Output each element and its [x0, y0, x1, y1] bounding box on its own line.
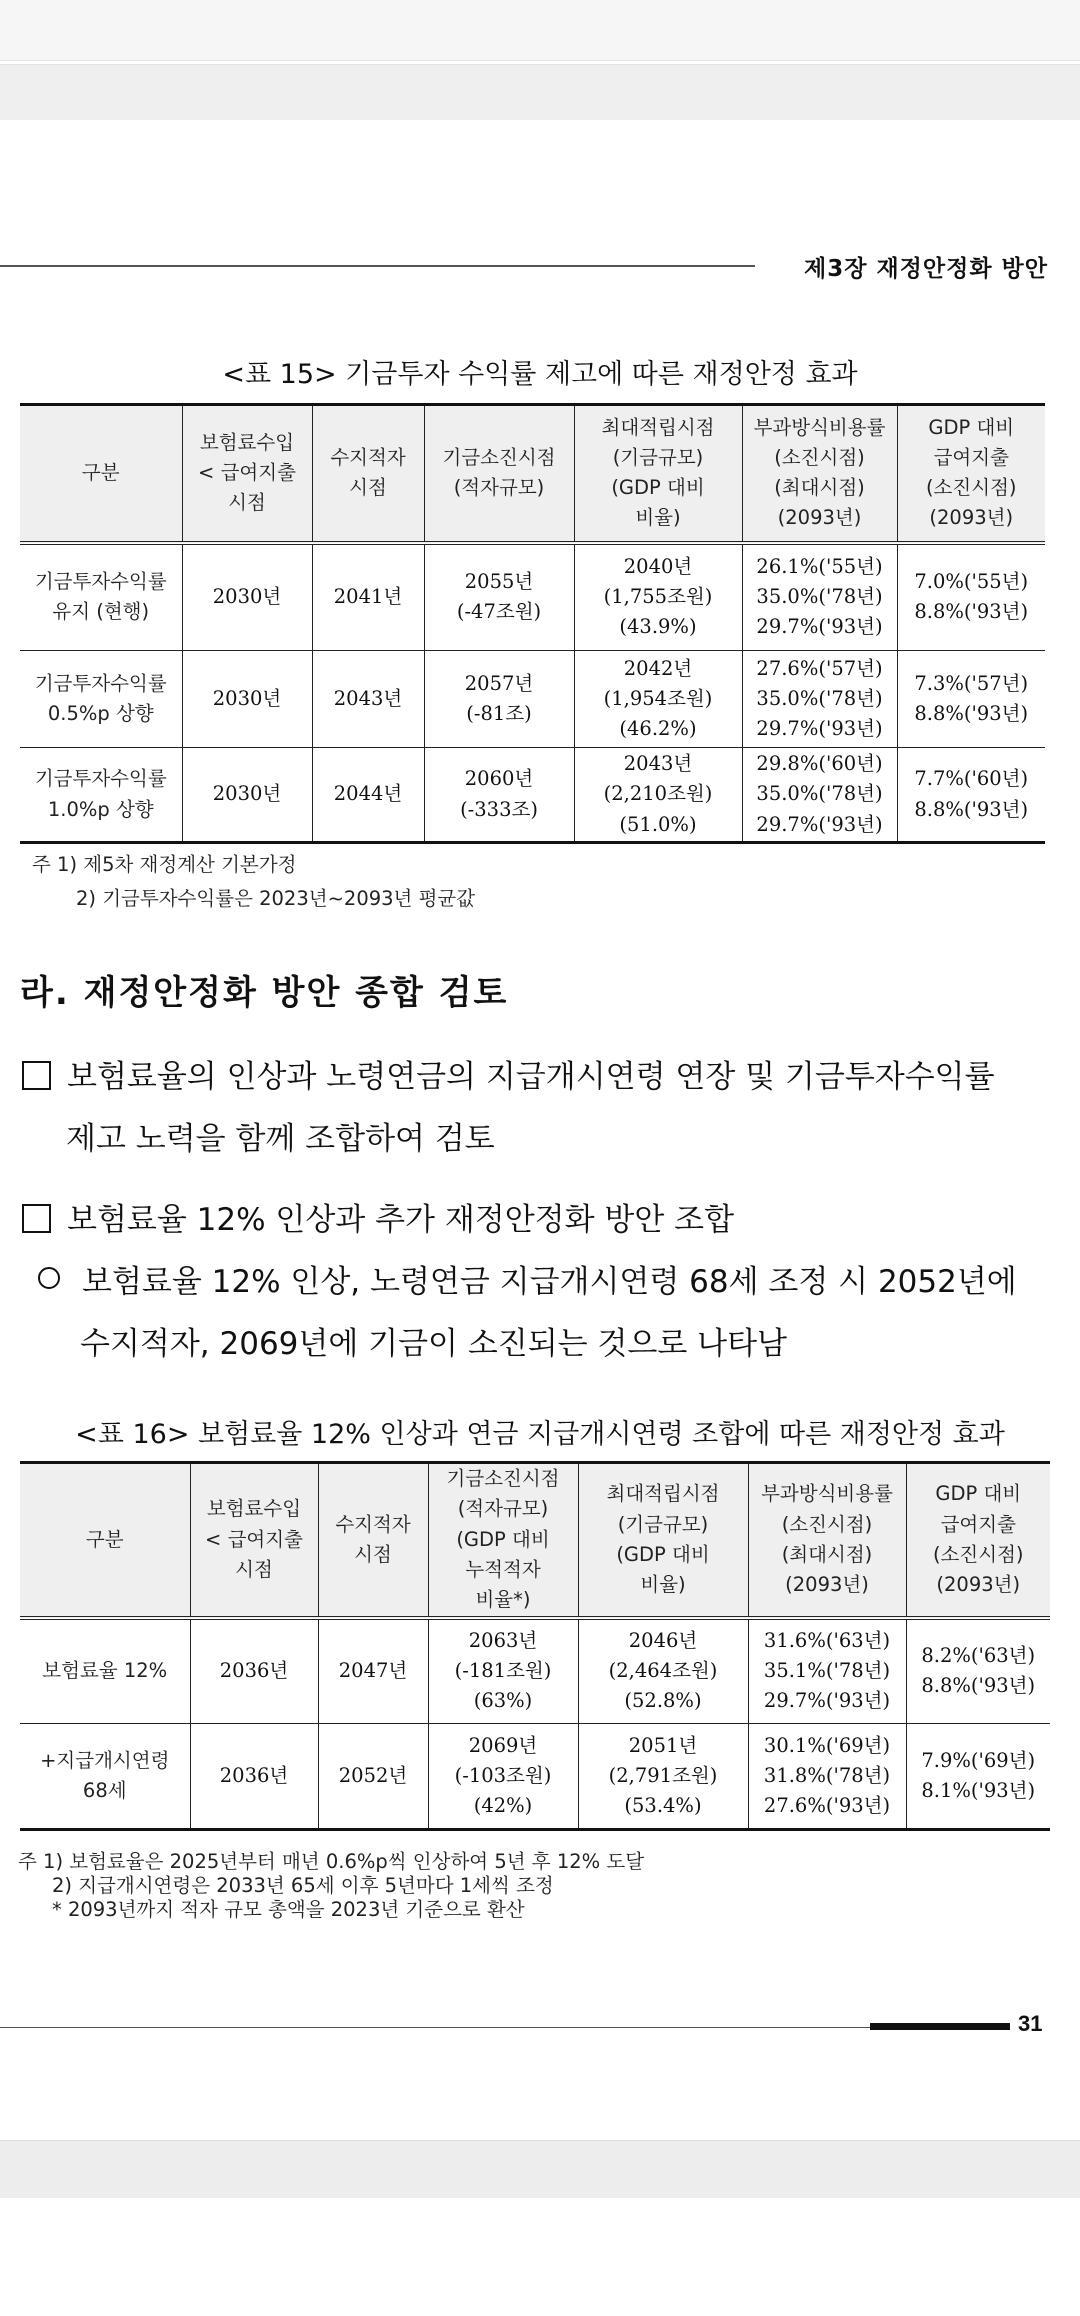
cell-line: 7.3%('57년): [914, 671, 1029, 695]
bullet-2-text: 보험료율 12% 인상과 추가 재정안정화 방안 조합: [67, 1202, 735, 1238]
cell-line: (42%): [473, 1794, 533, 1818]
row-label: [20, 1724, 190, 1830]
cell-line: (최대시점): [774, 476, 865, 500]
chapter-title: 제3장 재정안정화 방안: [804, 256, 1048, 282]
cell-line: 2042년: [623, 656, 693, 680]
table-cell: 2036년: [190, 1724, 318, 1830]
table-cell: [742, 543, 897, 651]
table16-note-1: 주 1) 보험료율은 2025년부터 매년 0.6%p씩 인상하여 5년 후 12% 도달: [18, 1850, 645, 1873]
viewer-page-gap-top: [0, 64, 1080, 122]
cell-line: (소진시점): [925, 476, 1017, 500]
table-cell: 2036년: [190, 1618, 318, 1724]
cell-line: 비율*): [475, 1588, 531, 1612]
cell-line: (최대시점): [781, 1542, 873, 1566]
table15-header-cell: [182, 405, 312, 543]
cell-line: (기금규모): [612, 446, 704, 470]
checkbox-square-icon: [22, 1204, 51, 1233]
bullet-1-line-1: 보험료율의 인상과 노령연금의 지급개시연령 연장 및 기금투자수익률: [67, 1059, 995, 1095]
cell-line: (소진시점): [774, 446, 865, 470]
cell-line: (46.2%): [619, 717, 697, 741]
cell-line: 35.0%('78년): [756, 686, 883, 710]
cell-line: (2093년): [929, 506, 1014, 530]
viewer-page-gap-bottom: [0, 2140, 1080, 2199]
bullet-paragraph-2: [22, 1189, 734, 1251]
cell-line: 구분: [85, 1527, 124, 1551]
cell-line: 보험료율 12%: [42, 1659, 168, 1683]
cell-line: (적자규모): [453, 476, 545, 500]
cell-line: (53.4%): [624, 1794, 702, 1818]
table16-header-cell: [578, 1463, 748, 1618]
table15-header-cell: [897, 405, 1045, 543]
cell-line: (-181조원): [454, 1659, 552, 1683]
table-cell: [574, 748, 742, 843]
cell-line: 27.6%('57년): [756, 656, 883, 680]
sub-bullet-paragraph: [38, 1251, 1017, 1375]
cell-line: (52.8%): [624, 1689, 702, 1713]
cell-line: 최대적립시점: [601, 415, 715, 439]
table-cell: 2030년: [182, 651, 312, 748]
cell-line: 2060년: [464, 767, 534, 791]
table-row: [20, 651, 1045, 748]
cell-line: 31.8%('78년): [763, 1763, 891, 1787]
cell-line: 2051년: [628, 1733, 698, 1757]
cell-line: 보험료수입: [206, 1497, 302, 1521]
cell-line: 29.7%('93년): [763, 1689, 891, 1713]
table-row: [20, 543, 1045, 651]
table16-header-cell: [20, 1463, 190, 1618]
cell-line: 시점: [235, 1557, 273, 1581]
cell-line: 급여지출: [933, 446, 1009, 470]
cell-line: (GDP 대비: [611, 476, 705, 500]
row-label: [20, 1618, 190, 1724]
cell-line: 8.8%('93년): [914, 702, 1029, 725]
cell-line: (-47조원): [456, 600, 542, 624]
table15-header-cell: [312, 405, 424, 543]
table16-header-cell: [318, 1463, 428, 1618]
table-cell: [742, 651, 897, 748]
cell-line: 2043년: [623, 752, 693, 776]
table16-header-cell: [748, 1463, 906, 1618]
footer-rule: [0, 2027, 1010, 2028]
cell-line: 시점: [349, 476, 387, 500]
cell-line: 31.6%('63년): [763, 1628, 891, 1652]
checkbox-square-icon: [22, 1061, 51, 1090]
section-title: 라. 재정안정화 방안 종합 검토: [20, 973, 509, 1013]
cell-line: 30.1%('69년): [763, 1733, 891, 1757]
row-label: [20, 543, 182, 651]
table15: [20, 403, 1045, 844]
cell-line: 1.0%p 상향: [47, 797, 154, 821]
table-cell: [428, 1724, 578, 1830]
cell-line: < 급여지출: [205, 1527, 303, 1551]
table16-caption: <표 16> 보험료율 12% 인상과 연금 지급개시연령 조합에 따른 재정안정 효과: [75, 1419, 1005, 1450]
cell-line: 0.5%p 상향: [47, 702, 154, 725]
cell-line: 29.8%('60년): [756, 752, 883, 776]
cell-line: (-81조): [466, 702, 532, 725]
table15-caption: <표 15> 기금투자 수익률 제고에 따른 재정안정 효과: [222, 359, 858, 390]
cell-line: (2093년): [777, 506, 862, 530]
cell-line: 7.0%('55년): [914, 570, 1029, 594]
cell-line: (기금규모): [617, 1512, 709, 1536]
table-cell: [897, 748, 1045, 843]
table-cell: [574, 651, 742, 748]
cell-line: 기금투자수익률: [34, 570, 167, 594]
cell-line: (GDP 대비: [456, 1527, 550, 1551]
cell-line: 68세: [82, 1779, 127, 1802]
table15-note-2: 2) 기금투자수익률은 2023년~2093년 평균값: [76, 887, 476, 910]
cell-line: 구분: [81, 461, 120, 485]
cell-line: 35.0%('78년): [756, 782, 883, 806]
cell-line: (2,210조원): [603, 782, 713, 806]
table-cell: [424, 748, 574, 843]
table-cell: [748, 1724, 906, 1830]
table-row: [20, 1618, 1050, 1724]
cell-line: (43.9%): [619, 615, 697, 639]
cell-line: 35.0%('78년): [756, 585, 883, 609]
cell-line: 부과방식비용률: [753, 415, 886, 439]
cell-line: 35.1%('78년): [763, 1659, 891, 1683]
cell-line: 수지적자: [335, 1512, 411, 1536]
table16-header-row: [20, 1463, 1050, 1618]
cell-line: 보험료수입: [199, 430, 295, 454]
cell-line: 2055년: [464, 570, 534, 594]
table16-header-cell: [190, 1463, 318, 1618]
table-cell: 2030년: [182, 543, 312, 651]
cell-line: 기금투자수익률: [34, 671, 167, 695]
table-row: [20, 1724, 1050, 1830]
cell-line: (2093년): [936, 1572, 1021, 1596]
table-cell: [897, 543, 1045, 651]
cell-line: 기금소진시점: [442, 446, 556, 470]
cell-line: < 급여지출: [198, 461, 296, 485]
cell-line: 26.1%('55년): [756, 554, 883, 578]
cell-line: 최대적립시점: [606, 1482, 720, 1506]
table-cell: [742, 748, 897, 843]
cell-line: GDP 대비: [928, 415, 1015, 439]
viewer-top-bar: [0, 0, 1080, 61]
cell-line: 8.1%('93년): [921, 1779, 1036, 1802]
cell-line: GDP 대비: [935, 1482, 1022, 1506]
cell-line: 2057년: [464, 671, 534, 695]
cell-line: (-333조): [460, 797, 538, 821]
cell-line: 비율): [640, 1572, 686, 1596]
table16-header-cell: [906, 1463, 1050, 1618]
cell-line: (GDP 대비: [616, 1542, 710, 1566]
cell-line: 29.7%('93년): [756, 717, 883, 741]
cell-line: (-103조원): [454, 1763, 552, 1787]
cell-line: 누적적자: [465, 1557, 541, 1581]
table16-note-2: 2) 지급개시연령은 2033년 65세 이후 5년마다 1세씩 조정: [52, 1874, 554, 1897]
table15-note-1: 주 1) 제5차 재정계산 기본가정: [32, 853, 297, 876]
table-cell: 2041년: [312, 543, 424, 651]
table15-header-cell: [424, 405, 574, 543]
cell-line: (적자규모): [457, 1497, 549, 1521]
cell-line: 비율): [635, 506, 681, 530]
cell-line: 27.6%('93년): [763, 1794, 891, 1818]
bullet-1-line-2: 제고 노력을 함께 조합하여 검토: [66, 1121, 495, 1157]
cell-line: 8.2%('63년): [921, 1644, 1036, 1668]
next-page-start: [0, 2198, 1080, 2316]
cell-line: (1,954조원): [603, 686, 713, 710]
cell-line: (51.0%): [619, 812, 697, 836]
table-cell: 2043년: [312, 651, 424, 748]
bullet-paragraph-1: [22, 1046, 995, 1170]
cell-line: 8.8%('93년): [921, 1674, 1036, 1698]
table-cell: [906, 1724, 1050, 1830]
table-cell: [578, 1618, 748, 1724]
cell-line: 수지적자: [330, 446, 406, 470]
cell-line: (소진시점): [781, 1512, 873, 1536]
cell-line: (2093년): [785, 1572, 869, 1596]
table-cell: 2047년: [318, 1618, 428, 1724]
cell-line: 기금소진시점: [446, 1467, 560, 1491]
table-row: [20, 748, 1045, 843]
sub-bullet-line-2: 수지적자, 2069년에 기금이 소진되는 것으로 나타남: [80, 1326, 787, 1362]
cell-line: 8.8%('93년): [914, 797, 1029, 821]
cell-line: 7.7%('60년): [914, 767, 1029, 791]
table-cell: [424, 543, 574, 651]
table-cell: [906, 1618, 1050, 1724]
table-cell: 2052년: [318, 1724, 428, 1830]
cell-line: 유지 (현행): [52, 600, 150, 624]
table-cell: [428, 1618, 578, 1724]
cell-line: 시점: [228, 491, 266, 515]
cell-line: 7.9%('69년): [921, 1748, 1036, 1772]
table-cell: [424, 651, 574, 748]
table15-header-cell: [742, 405, 897, 543]
row-label: [20, 651, 182, 748]
header-rule: [0, 265, 755, 267]
cell-line: 2046년: [628, 1628, 698, 1652]
cell-line: 급여지출: [940, 1512, 1016, 1536]
cell-line: (1,755조원): [603, 585, 713, 609]
table-cell: [578, 1724, 748, 1830]
table16-header-cell: [428, 1463, 578, 1618]
sub-bullet-line-1: 보험료율 12% 인상, 노령연금 지급개시연령 68세 조정 시 2052년에: [82, 1264, 1017, 1300]
cell-line: 29.7%('93년): [756, 615, 883, 639]
table16: [20, 1461, 1050, 1831]
table16-note-3: * 2093년까지 적자 규모 총액을 2023년 기준으로 환산: [52, 1898, 525, 1921]
table-cell: [897, 651, 1045, 748]
cell-line: 2040년: [623, 554, 693, 578]
table15-header-cell: [20, 405, 182, 543]
cell-line: (소진시점): [932, 1542, 1024, 1566]
cell-line: (63%): [473, 1689, 533, 1713]
cell-line: +지급개시연령: [40, 1748, 170, 1772]
table-cell: 2030년: [182, 748, 312, 843]
footer-thick-bar: [870, 2023, 1010, 2030]
cell-line: 시점: [354, 1542, 392, 1566]
table15-header-cell: [574, 405, 742, 543]
page-number: 31: [1018, 2011, 1043, 2036]
cell-line: 2063년: [468, 1628, 538, 1652]
cell-line: 2069년: [468, 1733, 538, 1757]
cell-line: (2,791조원): [608, 1763, 718, 1787]
table-cell: 2044년: [312, 748, 424, 843]
table15-header-row: [20, 405, 1045, 543]
cell-line: 29.7%('93년): [756, 812, 883, 836]
circle-bullet-icon: [38, 1267, 60, 1289]
cell-line: 부과방식비용률: [761, 1482, 893, 1506]
table-cell: [574, 543, 742, 651]
row-label: [20, 748, 182, 843]
table-cell: [748, 1618, 906, 1724]
cell-line: 8.8%('93년): [914, 600, 1029, 624]
cell-line: 기금투자수익률: [34, 767, 167, 791]
cell-line: (2,464조원): [608, 1659, 718, 1683]
